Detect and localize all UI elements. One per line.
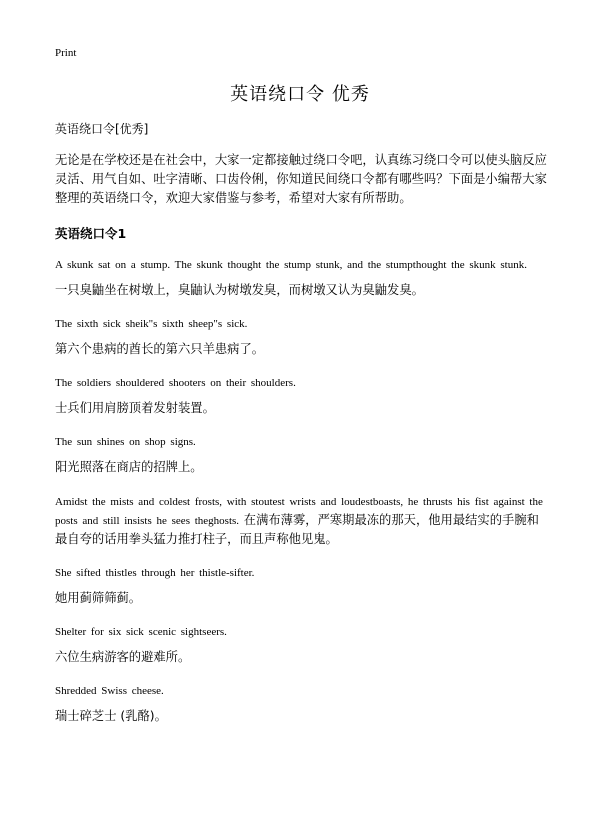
document-body (55, 120, 550, 742)
subtitle: 英语绕口令[优秀] (55, 122, 149, 136)
tongue-twister-english: The soldiers shouldered shooters on their shoulders. (55, 377, 296, 389)
tongue-twister-english: Amidst the mists and coldest frosts, with stoutest wrists and loudestboasts, he thrusts his fist against the posts and still insists he sees theghosts. (55, 496, 543, 527)
tongue-twister-chinese: 一只臭鼬坐在树墩上，臭鼬认为树墩发臭，而树墩又认为臭鼬发臭。 (55, 283, 424, 297)
tongue-twister-english: The sixth sick sheik"s sixth sheep"s sick. (55, 318, 248, 330)
tongue-twister-chinese: 士兵们用肩膀顶着发射装置。 (55, 401, 215, 415)
tongue-twister-english: The sun shines on shop signs. (55, 436, 196, 448)
tongue-twister-chinese: 阳光照落在商店的招牌上。 (55, 460, 203, 474)
document-title: 英语绕口令 优秀 (230, 84, 370, 105)
tongue-twister-english: Shredded Swiss cheese. (55, 685, 164, 697)
tongue-twister-chinese: 在满布薄雾，严寒期最冻的那天，他用最结实的手腕和最自夸的话用拳头猛力推打柱子，而且声称他见鬼。 (55, 513, 539, 546)
tongue-twister-english: A skunk sat on a stump. The skunk thought the stump stunk, and the stumpthought the skunk stunk. (55, 259, 527, 271)
tongue-twister-chinese: 六位生病游客的避难所。 (55, 650, 191, 664)
tongue-twister-chinese: 瑞士碎芝士 (乳酪)。 (55, 709, 167, 723)
tongue-twister-english: She sifted thistles through her thistle-sifter. (55, 567, 255, 579)
print-label: Print (55, 47, 77, 59)
intro-paragraph: 无论是在学校还是在社会中，大家一定都接触过绕口令吧，认真练习绕口令可以使头脑反应灵活、用气自如、吐字清晰、口齿伶俐，你知道民间绕口令都有哪些吗？下面是小编帮大家整理的英语绕口令，欢迎大家借鉴与参考，希望对大家有所帮助。 (55, 153, 547, 205)
tongue-twister-chinese: 她用蓟筛筛蓟。 (55, 591, 142, 605)
tongue-twister-english: Shelter for six sick scenic sightseers. (55, 626, 227, 638)
section-heading: 英语绕口令1 (55, 226, 127, 241)
tongue-twister-mixed (55, 493, 550, 549)
tongue-twister-chinese: 第六个患病的酋长的第六只羊患病了。 (55, 342, 265, 356)
